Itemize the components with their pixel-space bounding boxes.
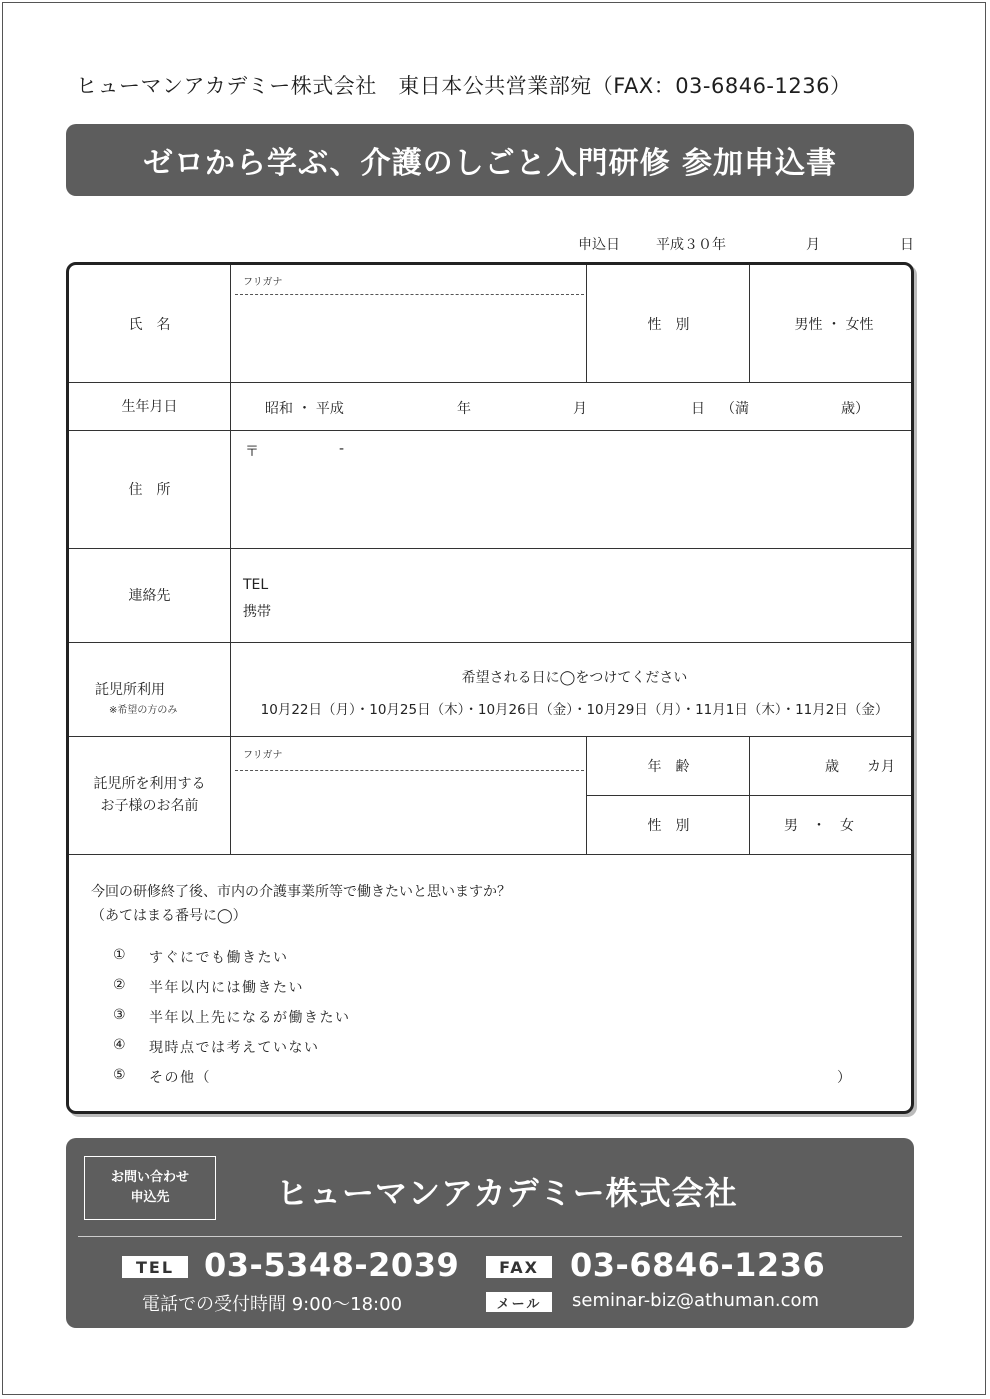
name-label: 氏 名 xyxy=(128,316,171,333)
application-form xyxy=(66,262,914,1114)
child-age-label: 年 齢 xyxy=(647,758,690,775)
childcare-instruction: 希望される日に◯をつけてください xyxy=(461,670,688,686)
inquiry-label-line1: お問い合わせ xyxy=(110,1170,189,1185)
contact-label: 連絡先 xyxy=(128,588,171,604)
gender-options[interactable]: 男性 ・ 女性 xyxy=(794,316,874,333)
child-gender-options[interactable]: 男 ・ 女 xyxy=(784,817,854,834)
mobile-label: 携帯 xyxy=(243,604,271,620)
inquiry-box xyxy=(84,1156,216,1220)
age-close-label: 歳） xyxy=(841,401,869,417)
application-date-month: 月 xyxy=(806,237,820,253)
child-name-label-line2: お子様のお名前 xyxy=(100,798,199,814)
survey-option-number[interactable]: ② xyxy=(113,977,126,993)
tel-label: TEL xyxy=(243,577,269,593)
title-banner xyxy=(66,124,914,196)
postal-mark: 〒 xyxy=(245,444,259,460)
tel-field[interactable] xyxy=(279,571,909,595)
survey-option-text: その他（ xyxy=(149,1070,211,1086)
survey-instruction: （あてはまる番号に◯） xyxy=(91,908,247,924)
footer-email[interactable]: seminar-biz@athuman.com xyxy=(572,1290,820,1311)
form-title: ゼロから学ぶ、介護のしごと入門研修 参加申込書 xyxy=(142,146,838,181)
furigana-divider xyxy=(235,770,584,771)
furigana-divider xyxy=(235,294,584,295)
name-field[interactable] xyxy=(235,297,584,379)
inquiry-label-line2: 申込先 xyxy=(130,1190,170,1205)
column-divider xyxy=(586,736,587,854)
birth-day-unit: 日 xyxy=(691,401,705,417)
fax-address-line: ヒューマンアカデミー株式会社 東日本公共営業部宛（FAX：03-6846-1236） xyxy=(76,74,852,98)
name-furigana-field[interactable] xyxy=(235,267,584,293)
child-name-field[interactable] xyxy=(235,773,584,851)
address-field[interactable] xyxy=(235,433,914,545)
mobile-field[interactable] xyxy=(279,597,909,621)
birthdate-label: 生年月日 xyxy=(121,399,178,415)
application-date-day: 日 xyxy=(900,237,914,253)
postal-dash: - xyxy=(339,441,345,457)
survey-other-field[interactable] xyxy=(219,1063,839,1087)
survey-option-text: 半年以内には働きたい xyxy=(149,980,304,996)
survey-option-number[interactable]: ① xyxy=(113,947,126,963)
column-divider xyxy=(749,265,750,382)
childcare-label: 託児所利用 xyxy=(95,682,165,698)
survey-option-number[interactable]: ④ xyxy=(113,1037,126,1053)
tel-pill: TEL xyxy=(122,1256,188,1278)
column-divider xyxy=(586,265,587,382)
survey-option-text: 半年以上先になるが働きたい xyxy=(149,1010,351,1026)
gender-label: 性 別 xyxy=(647,316,690,333)
child-name-label-line1: 託児所を利用する xyxy=(93,776,206,792)
footer-tel-number[interactable]: 03-5348-2039 xyxy=(204,1246,460,1284)
survey-option-text: すぐにでも働きたい xyxy=(149,950,289,966)
application-date-label: 申込日 xyxy=(578,237,620,253)
row-divider xyxy=(69,642,914,643)
childcare-note: ※希望の方のみ xyxy=(109,705,178,716)
footer-hours: 電話での受付時間 9:00〜18:00 xyxy=(142,1294,403,1315)
child-furigana-label: フリガナ xyxy=(243,750,283,761)
child-name-label xyxy=(69,736,230,854)
survey-option-number[interactable]: ⑤ xyxy=(113,1067,126,1083)
application-date-year: 平成３０年 xyxy=(656,237,726,253)
birth-month-unit: 月 xyxy=(573,401,587,417)
survey-question: 今回の研修終了後、市内の介護事業所等で働きたいと思いますか？ xyxy=(91,884,511,900)
contact-footer xyxy=(66,1138,914,1328)
birth-era-options[interactable]: 昭和 ・ 平成 xyxy=(265,401,344,417)
footer-company-name: ヒューマンアカデミー株式会社 xyxy=(276,1174,738,1212)
child-gender-label: 性 別 xyxy=(647,817,690,834)
childcare-dates[interactable]: 10月22日（月）・10月25日（木）・10月26日（金）・10月29日（月）・11月1日（木）・11月2日（金） xyxy=(260,702,889,718)
survey-other-close: ） xyxy=(837,1070,851,1086)
survey-option-text: 現時点では考えていない xyxy=(149,1040,320,1056)
child-age-field[interactable]: 歳 カ月 xyxy=(825,758,895,775)
mail-pill: メール xyxy=(486,1292,552,1312)
survey-option-number[interactable]: ③ xyxy=(113,1007,126,1023)
footer-divider xyxy=(78,1236,902,1237)
footer-fax-number[interactable]: 03-6846-1236 xyxy=(570,1246,826,1284)
row-divider xyxy=(69,854,914,855)
address-label: 住 所 xyxy=(128,482,171,498)
fax-pill: FAX xyxy=(486,1256,552,1278)
column-divider xyxy=(749,736,750,854)
age-open-label: （満 xyxy=(721,401,749,417)
name-furigana-label: フリガナ xyxy=(243,277,283,288)
child-furigana-field[interactable] xyxy=(235,739,584,769)
label-column-divider xyxy=(230,265,231,854)
birth-year-unit: 年 xyxy=(457,401,471,417)
